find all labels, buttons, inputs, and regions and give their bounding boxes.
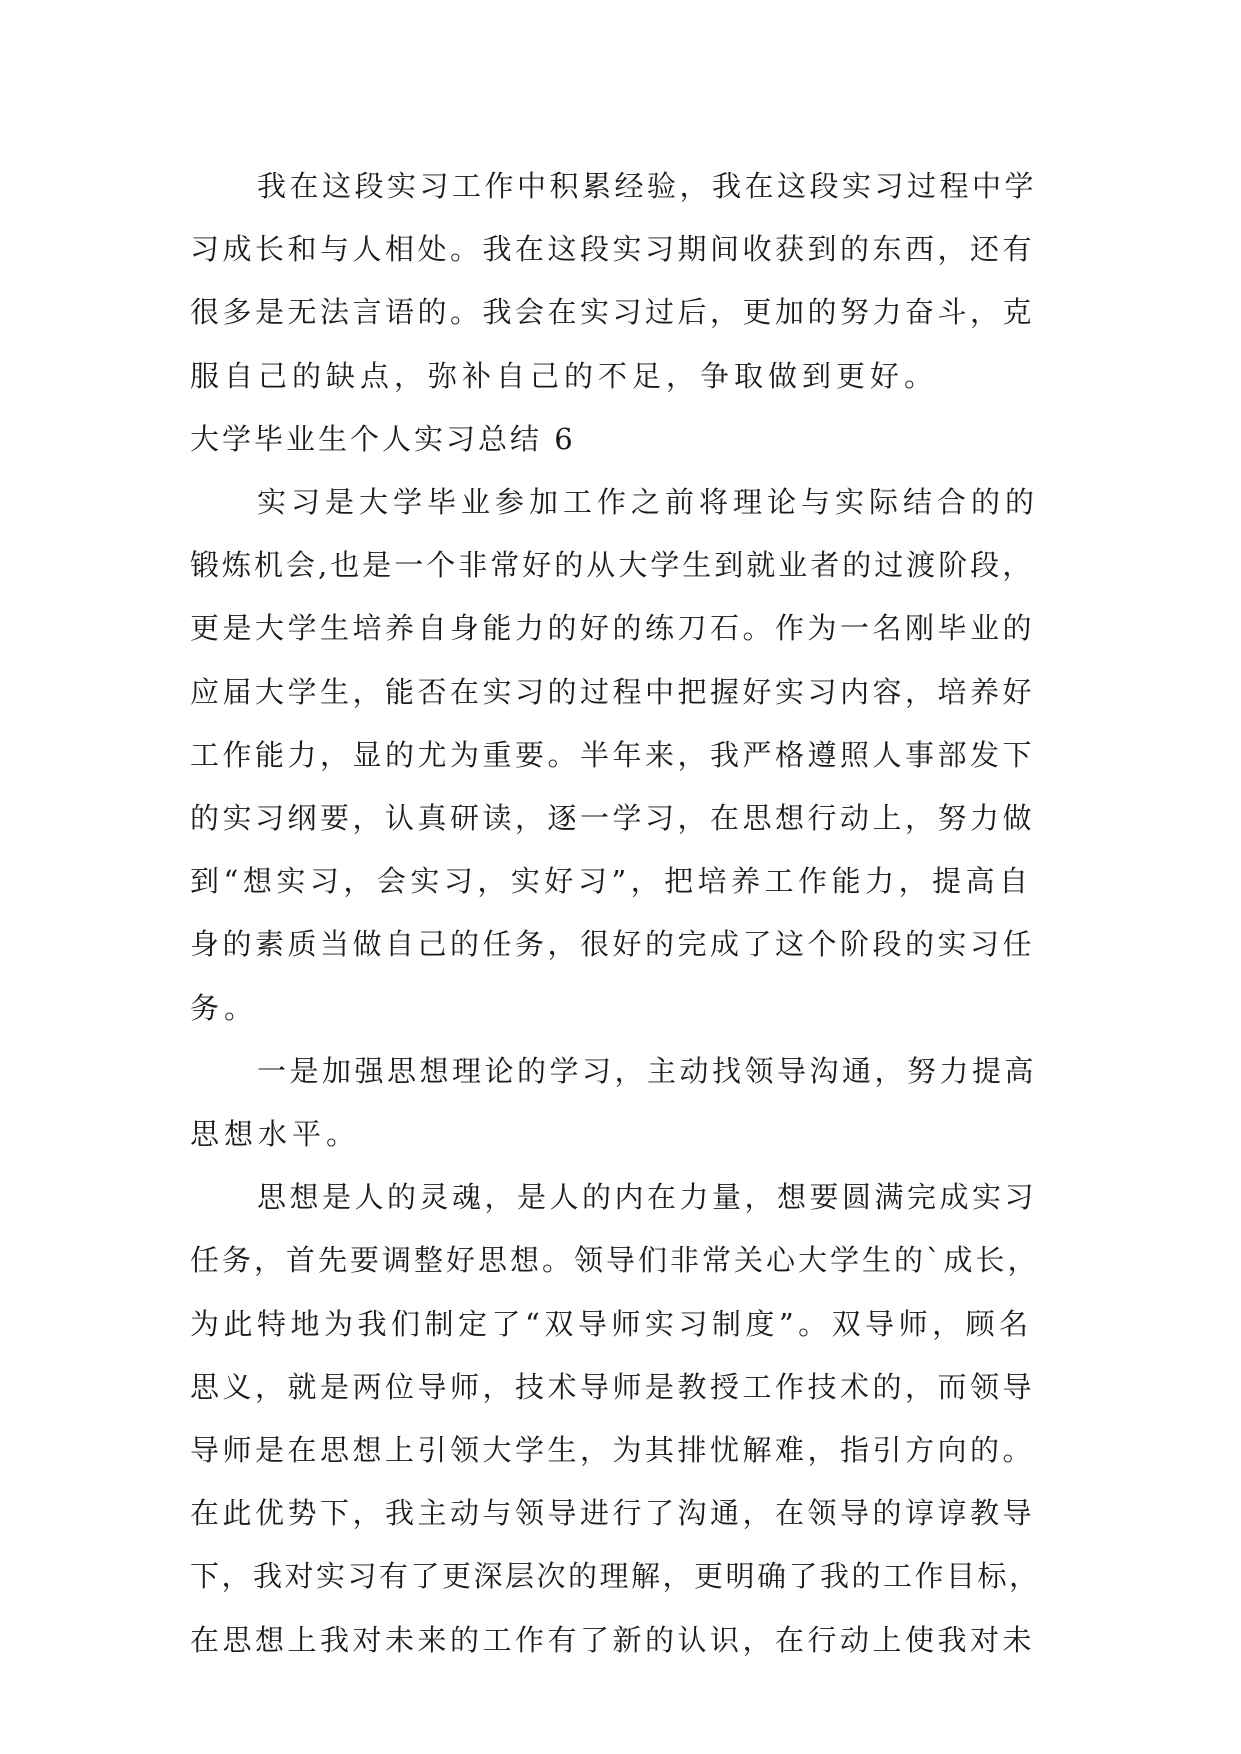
body-text-line: 更是大学生培养自身能力的好的练刀石。作为一名刚毕业的 <box>190 611 1036 646</box>
body-text-line: 服自己的缺点，弥补自己的不足，争取做到更好。 <box>190 358 939 393</box>
body-text-line: 工作能力，显的尤为重要。半年来，我严格遵照人事部发下 <box>190 737 1036 772</box>
document-body <box>190 155 1045 1672</box>
body-text-line: 下，我对实习有了更深层次的理解，更明确了我的工作目标， <box>190 1559 1041 1594</box>
body-text-line: 很多是无法言语的。我会在实习过后，更加的努力奋斗，克 <box>190 295 1036 330</box>
body-text-line: 思想水平。 <box>190 1117 361 1152</box>
body-text-line: 为此特地为我们制定了“双导师实习制度”。双导师，顾名 <box>190 1306 1033 1341</box>
body-text-line: 思想是人的灵魂，是人的内在力量，想要圆满完成实习 <box>257 1180 1038 1215</box>
body-text-line: 锻炼机会,也是一个非常好的从大学生到就业者的过渡阶段， <box>190 548 1035 583</box>
body-text-line: 我在这段实习工作中积累经验，我在这段实习过程中学 <box>257 169 1038 203</box>
section-heading: 大学毕业生个人实习总结 6 <box>190 421 576 456</box>
body-text-line: 实习是大学毕业参加工作之前将理论与实际结合的的 <box>257 485 1040 520</box>
body-text-line: 在此优势下，我主动与领导进行了沟通，在领导的谆谆教导 <box>190 1496 1036 1531</box>
body-text-line: 应届大学生，能否在实习的过程中把握好实习内容，培养好 <box>190 674 1036 709</box>
body-text-line: 习成长和与人相处。我在这段实习期间收获到的东西，还有 <box>190 232 1036 267</box>
body-text-line: 在思想上我对未来的工作有了新的认识，在行动上使我对未 <box>190 1622 1036 1657</box>
body-text-line: 导师是在思想上引领大学生，为其排忧解难，指引方向的。 <box>190 1433 1036 1468</box>
body-text-line: 一是加强思想理论的学习，主动找领导沟通，努力提高 <box>257 1053 1038 1088</box>
body-text-line: 的实习纲要，认真研读，逐一学习，在思想行动上，努力做 <box>190 801 1036 836</box>
body-text-line: 思义，就是两位导师，技术导师是教授工作技术的，而领导 <box>190 1369 1036 1404</box>
body-text-line: 到“想实习，会实习，实好习”，把培养工作能力，提高自 <box>190 864 1033 899</box>
body-text-line: 任务，首先要调整好思想。领导们非常关心大学生的`成长， <box>190 1243 1040 1278</box>
body-text-line: 务。 <box>190 990 259 1025</box>
body-text-line: 身的素质当做自己的任务，很好的完成了这个阶段的实习任 <box>190 927 1036 962</box>
